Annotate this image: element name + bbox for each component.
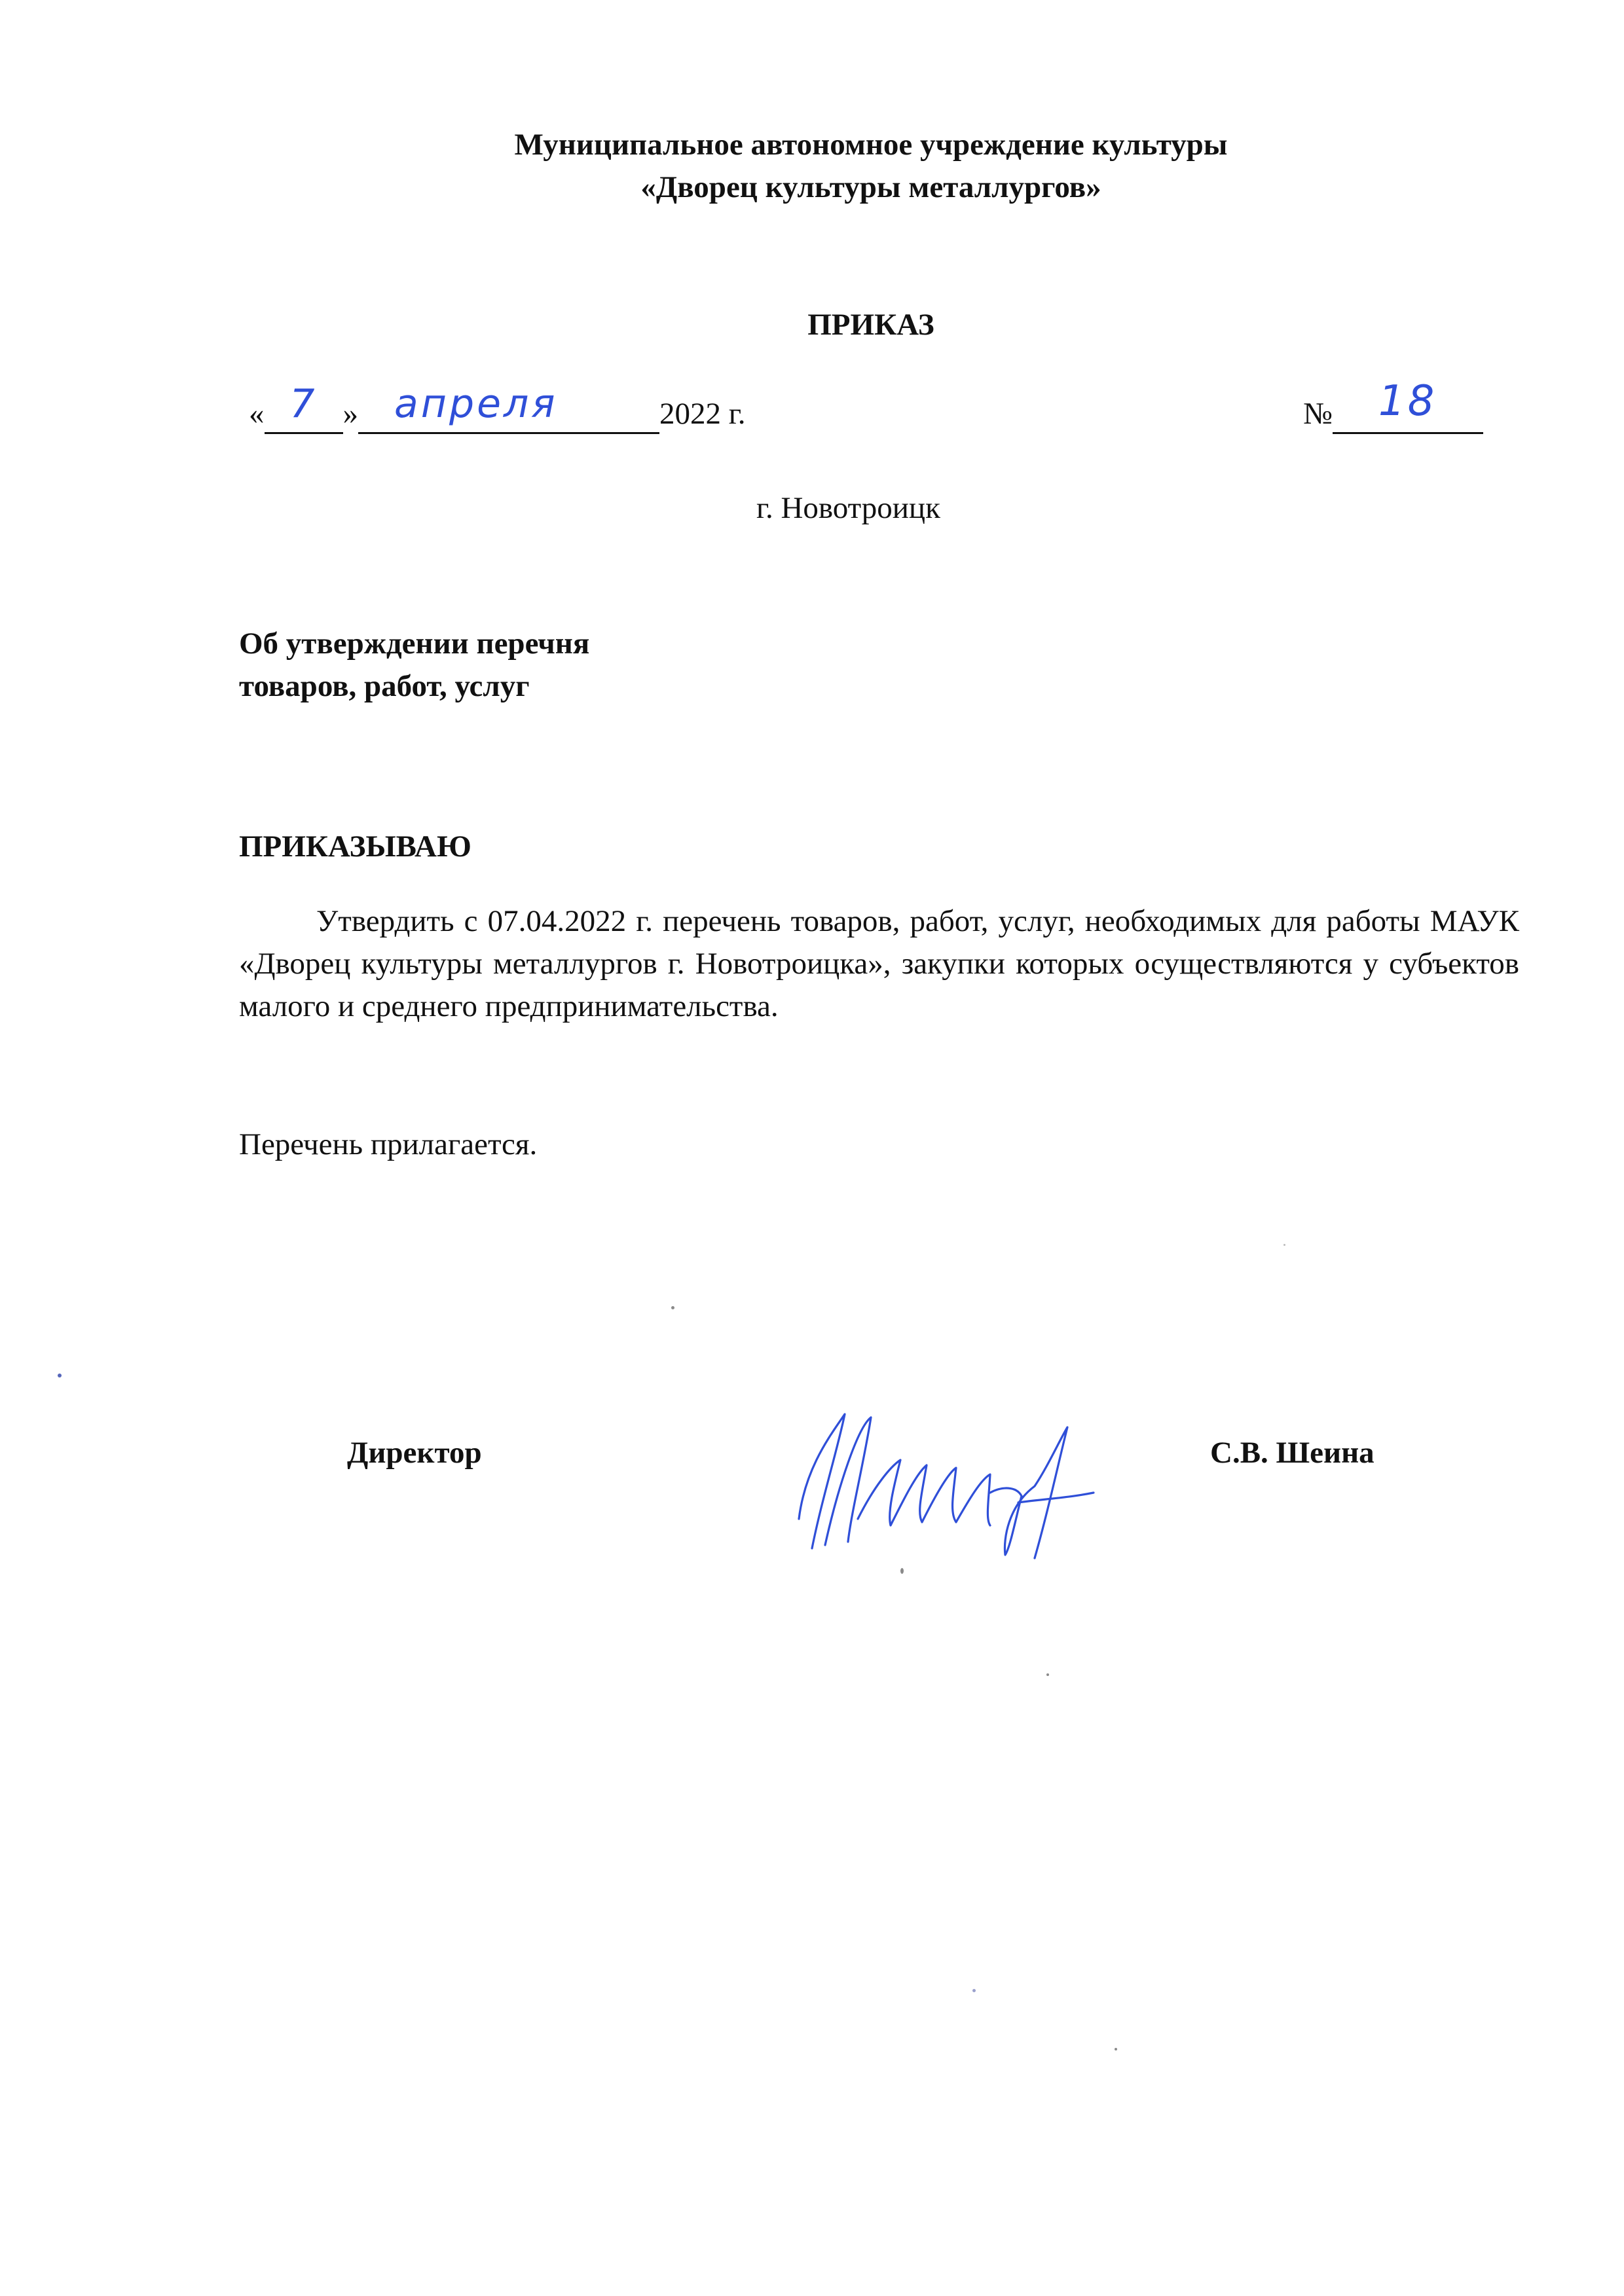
scan-speck — [1046, 1673, 1049, 1676]
date-close-quote: » — [342, 397, 358, 431]
subject-line-1: Об утверждении перечня — [239, 627, 590, 661]
attachment-note: Перечень прилагается. — [239, 1127, 538, 1161]
subject-line-2: товаров, работ, услуг — [239, 669, 530, 703]
order-number — [1303, 377, 1483, 434]
scan-speck — [972, 1989, 976, 1992]
scan-speck — [1283, 1244, 1285, 1246]
order-number-handwritten: 18 — [1378, 377, 1437, 426]
date-year: 2022 г. — [659, 397, 746, 431]
document-title: ПРИКАЗ — [807, 308, 934, 342]
organization-name-line-1: Муниципальное автономное учреждение культуры — [514, 128, 1228, 162]
signatory-name: С.В. Шеина — [1210, 1436, 1375, 1470]
city: г. Новотроицк — [756, 491, 940, 525]
scan-speck — [671, 1306, 674, 1309]
order-number-field — [1333, 377, 1483, 434]
date-open-quote: « — [249, 397, 265, 431]
handwritten-signature — [760, 1388, 1100, 1571]
body-paragraph: Утвердить с 07.04.2022 г. перечень товаров, работ, услуг, необходимых для работы МАУК «Дворец культуры металлургов г. Новотроицка», закупки которых осуществляются у субъектов малого и среднего предпринимательства. — [239, 904, 1519, 1023]
scan-speck — [900, 1568, 904, 1574]
date-month-handwritten: апреля — [394, 381, 558, 427]
order-number-label: № — [1303, 397, 1333, 431]
date-day-handwritten: 7 — [289, 381, 318, 427]
date-month-field — [358, 381, 659, 434]
signatory-position: Директор — [347, 1436, 482, 1470]
order-word: ПРИКАЗЫВАЮ — [239, 829, 471, 864]
date-day-field — [265, 381, 343, 434]
scan-speck — [1115, 2048, 1117, 2050]
organization-name-line-2: «Дворец культуры металлургов» — [640, 170, 1101, 204]
scan-speck — [58, 1374, 62, 1377]
date-line — [249, 381, 746, 434]
